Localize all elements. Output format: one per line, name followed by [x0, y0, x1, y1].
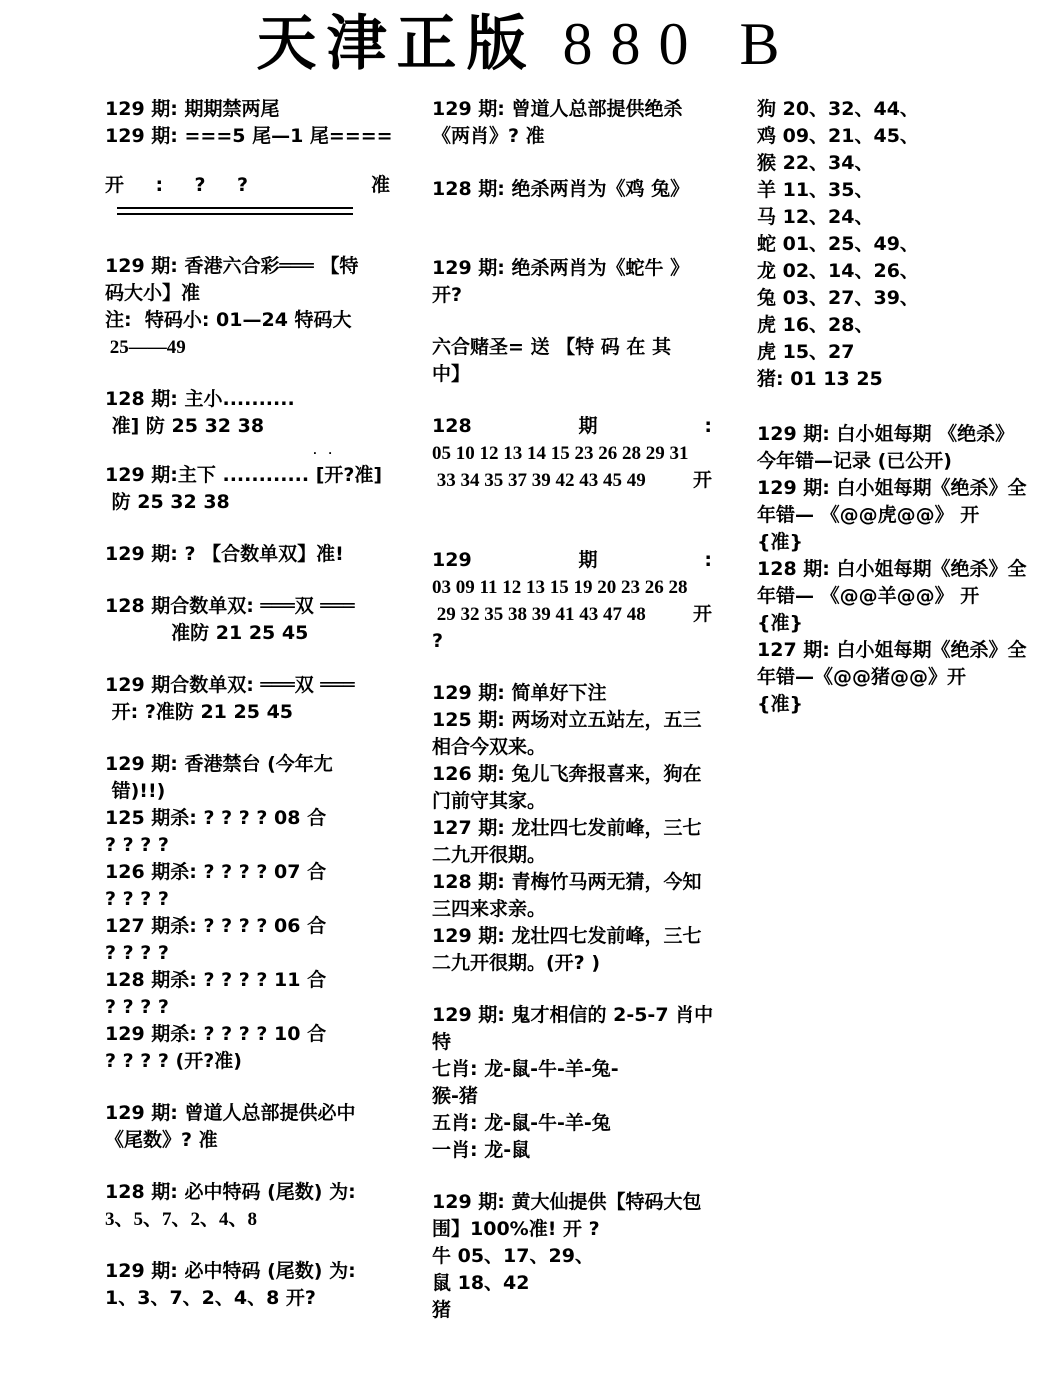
number-list-row [432, 601, 712, 628]
text-line: 七肖: 龙-鼠-牛-羊-兔- [432, 1058, 619, 1080]
text-line: 牛 05、17、29、 [432, 1245, 594, 1267]
kill-row-b: ? ? ? ? (开?准) [105, 1050, 242, 1072]
zodiac-row: 鸡 09、21、45、 [757, 125, 919, 147]
text-line: 猪 [432, 1299, 452, 1321]
text-line: 码大小】准 [105, 282, 201, 304]
number-list: 29 32 35 38 39 41 43 47 48 [432, 604, 646, 625]
text-line: 《两肖》? 准 [432, 125, 545, 147]
text-line: 127 期: 龙壮四七发前峰，三七 [432, 817, 702, 839]
question-mark: ? [432, 630, 444, 652]
zodiac-row: 狗 20、32、44、 [757, 98, 919, 120]
text-line: 128 期: 绝杀两肖为《鸡 兔》 [432, 178, 690, 200]
huang-daxian-block [432, 1189, 712, 1324]
period-label: 期 [578, 549, 598, 571]
tail-129-block [105, 1258, 390, 1312]
text-line: 二九开很期。 [432, 844, 547, 866]
text-line: 准防 21 25 45 [105, 622, 309, 644]
text-line: 一肖: 龙-鼠 [432, 1139, 531, 1161]
poem-block [432, 680, 712, 977]
number-list: 05 10 12 13 14 15 23 26 28 29 31 [432, 443, 689, 464]
kill-block [105, 751, 390, 1075]
zodiac-row: 马 12、24、 [757, 206, 874, 228]
text-line: 129 期: 鬼才相信的 2-5-7 肖中 [432, 1004, 714, 1026]
spacer [280, 172, 340, 199]
text-line: 年错—《@@猪@@》开 [757, 666, 967, 688]
zodiac-row: 虎 16、28、 [757, 314, 874, 336]
text-line: 相合今双来。 [432, 736, 547, 758]
text-line: 127 期: 白小姐每期《绝杀》全 [757, 639, 1027, 661]
text-line: 129 期合数单双: ═══双 ═══ [105, 674, 355, 696]
column-middle [432, 96, 712, 1349]
text-line: 年错— 《@@虎@@》 开 [757, 504, 980, 526]
colon: : [704, 549, 712, 571]
text-line: 开? [432, 284, 463, 306]
number-list: 33 34 35 37 39 42 43 45 49 [432, 470, 646, 491]
title-chinese: 天津正版 [256, 9, 537, 79]
text-line: {准} [757, 612, 804, 634]
tail-block [105, 96, 393, 150]
text-line: 129 期: 简单好下注 [432, 682, 607, 704]
stray-dots: . . [313, 446, 337, 457]
text-line: 129 期: 白小姐每期 《绝杀》 [757, 423, 1015, 445]
main-small-block [105, 386, 390, 440]
text-line: 129 期: 香港六合彩═══ 【特 [105, 255, 359, 277]
colon: : [704, 415, 712, 437]
text-line: 128 期: 白小姐每期《绝杀》全 [757, 558, 1027, 580]
kill-row-b: ? ? ? ? [105, 942, 169, 964]
open-result-block [105, 172, 390, 215]
kill-row-a: 125 期杀: ? ? ? ? 08 合 [105, 807, 327, 829]
text-line: 3、5、7、2、4、8 [105, 1209, 258, 1230]
text-line: 129 期: 白小姐每期《绝杀》全 [757, 477, 1027, 499]
size-block [105, 253, 390, 361]
kill-row-a: 126 期杀: ? ? ? ? 07 合 [105, 861, 327, 883]
text-line: 年错— 《@@羊@@》 开 [757, 585, 980, 607]
text-line: 129 期:主下 ............ [开?准] [105, 464, 383, 486]
zodiac-row: 龙 02、14、26、 [757, 260, 919, 282]
text-line: 128 期: 必中特码 (尾数) 为: [105, 1181, 356, 1203]
numbers-129-block [432, 547, 712, 655]
number-list: 03 09 11 12 13 15 19 20 23 26 28 [432, 577, 688, 598]
text-line: 126 期: 兔儿飞奔报喜来，狗在 [432, 763, 702, 785]
open-label: 开 [692, 469, 712, 491]
kill-row-b: ? ? ? ? [105, 996, 169, 1018]
double-divider [117, 207, 353, 215]
open-label: 开 [692, 603, 712, 625]
kill-row-a: 127 期杀: ? ? ? ? 06 合 [105, 915, 327, 937]
zodiac-row: 猴 22、34、 [757, 152, 874, 174]
ghost-block [432, 1002, 712, 1164]
zodiac-row: 猪: 01 13 25 [757, 368, 883, 390]
text-line: 门前守其家。 [432, 790, 547, 812]
text-line: 防 25 32 38 [105, 491, 230, 513]
text-line: 注: 特码小: 01—24 特码大 [105, 309, 352, 331]
period-header [432, 547, 712, 574]
gambler-block [432, 334, 712, 388]
text-line: 鼠 18、42 [432, 1272, 530, 1294]
text-line: 开: ?准防 21 25 45 [105, 701, 294, 723]
odd-even-129-block [105, 672, 390, 726]
text-line: 特 [432, 1031, 452, 1053]
question-mark: ? [194, 174, 206, 196]
text-line: 129 期: ===5 尾—1 尾==== [105, 125, 393, 147]
text-line: 五肖: 龙-鼠-牛-羊-兔 [432, 1112, 611, 1134]
kill-row-a: 129 期杀: ? ? ? ? 10 合 [105, 1023, 327, 1045]
text-line: 129 期: 香港禁台 (今年尢 [105, 753, 333, 775]
text-line: 129 期: 必中特码 (尾数) 为: [105, 1260, 356, 1282]
zodiac-list [757, 96, 1042, 393]
text-line: 129 期: 曾道人总部提供绝杀 [432, 98, 683, 120]
title-number: 880 B [562, 11, 798, 77]
question-mark: ? [237, 174, 249, 196]
kill-row-a: 128 期杀: ? ? ? ? 11 合 [105, 969, 327, 991]
text-line: 128 期: 青梅竹马两无猜，今知 [432, 871, 702, 893]
accurate-label: 准 [370, 174, 390, 196]
text-line: 二九开很期。(开? ) [432, 952, 601, 974]
odd-even-128-block [105, 593, 390, 647]
period-number: 128 [432, 415, 472, 437]
zodiac-row: 兔 03、27、39、 [757, 287, 919, 309]
text-line: 129 期: 绝杀两肖为《蛇牛 》 [432, 257, 690, 279]
two-zodiac-block [432, 96, 712, 150]
kill-129-block [432, 255, 712, 309]
text-line: 128 期: 主小.......... [105, 388, 295, 410]
open-label: 开 [105, 174, 125, 196]
text-line: 125 期: 两场对立五站左，五三 [432, 709, 702, 731]
text-line: 准] 防 25 32 38 [105, 415, 265, 437]
tail-number-block [105, 1100, 390, 1154]
main-down-block [105, 462, 390, 516]
text-line: 129 期: ? 【合数单双】准! [105, 543, 344, 565]
odd-even-title-block [105, 541, 390, 568]
text-line: {准} [757, 531, 804, 553]
miss-bai-block [757, 421, 1042, 718]
text-line: 129 期: 龙壮四七发前峰，三七 [432, 925, 702, 947]
column-left [105, 96, 393, 1337]
numbers-128-block [432, 413, 712, 494]
text-line: 围】100%准! 开 ? [432, 1218, 600, 1240]
period-header [432, 413, 712, 440]
zodiac-row: 蛇 01、25、49、 [757, 233, 919, 255]
period-number: 129 [432, 549, 472, 571]
period-label: 期 [578, 415, 598, 437]
zodiac-row: 虎 15、27 [757, 341, 855, 363]
text-line: {准} [757, 693, 804, 715]
open-result-row [105, 172, 390, 199]
text-line: 1、3、7、2、4、8 开? [105, 1287, 316, 1309]
kill-row-b: ? ? ? ? [105, 834, 169, 856]
text-line: 129 期: 期期禁两尾 [105, 98, 280, 120]
text-line: 错)!!) [105, 780, 166, 802]
text-line: 25——49 [105, 337, 186, 358]
kill-128-block [432, 176, 712, 203]
kill-row-b: ? ? ? ? [105, 888, 169, 910]
text-line: 129 期: 黄大仙提供【特码大包 [432, 1191, 702, 1213]
number-list-row [432, 467, 712, 494]
column-right [757, 96, 1042, 743]
text-line: 六合赌圣= 送 【特 码 在 其 [432, 336, 671, 358]
text-line: 今年错—记录 (已公开) [757, 450, 952, 472]
tail-128-block [105, 1179, 390, 1233]
text-line: 三四来求亲。 [432, 898, 547, 920]
text-line: 《尾数》? 准 [105, 1129, 218, 1151]
zodiac-row: 羊 11、35、 [757, 179, 874, 201]
text-line: 猴-猪 [432, 1085, 478, 1107]
page-title [0, 8, 1054, 80]
text-line: 128 期合数单双: ═══双 ═══ [105, 595, 355, 617]
text-line: 中】 [432, 363, 471, 385]
text-line: 129 期: 曾道人总部提供必中 [105, 1102, 356, 1124]
colon: : [155, 174, 164, 196]
